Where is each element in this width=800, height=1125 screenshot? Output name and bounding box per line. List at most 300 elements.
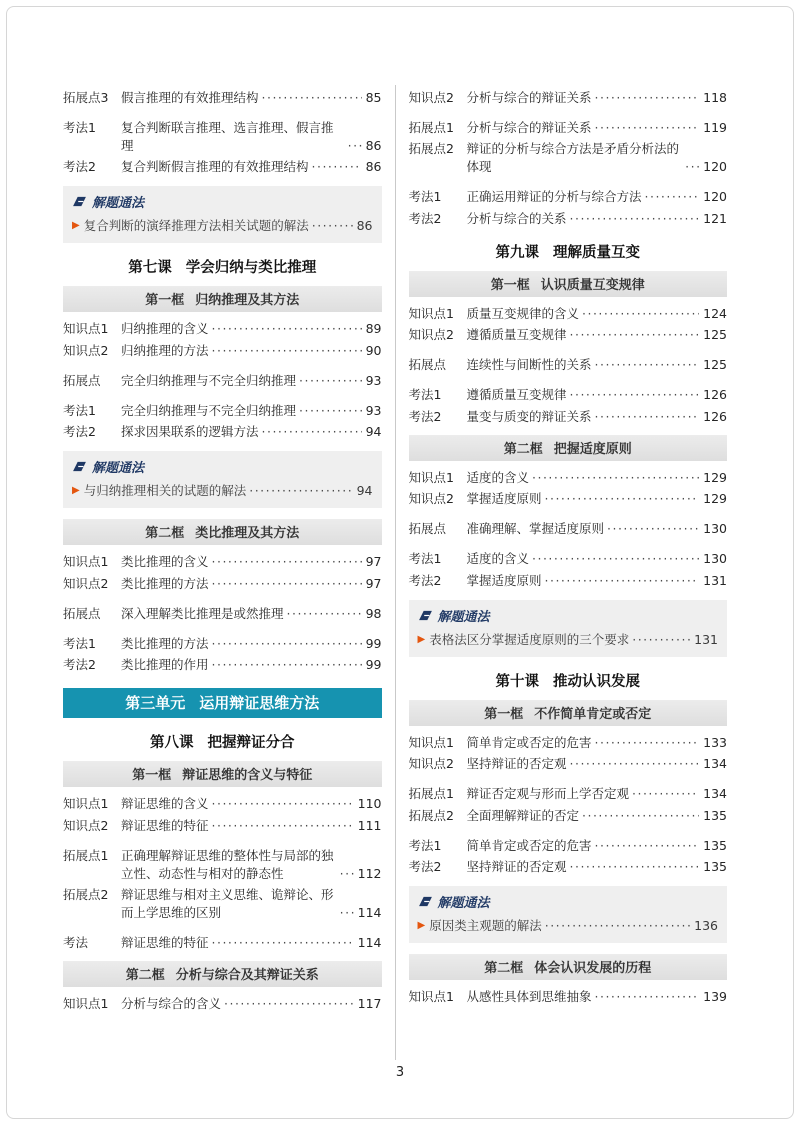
entry-body bbox=[467, 490, 728, 508]
entry-page-number: 129 bbox=[703, 469, 727, 485]
dot-leader bbox=[570, 210, 700, 228]
method-box-header bbox=[418, 892, 719, 911]
dot-leader bbox=[545, 917, 690, 935]
dot-leader bbox=[632, 785, 699, 803]
entry-page-number: 120 bbox=[703, 159, 727, 174]
course-number: 第八课 bbox=[150, 735, 194, 751]
toc-entry bbox=[409, 89, 728, 107]
entry-body bbox=[467, 356, 728, 374]
entry-body bbox=[467, 837, 728, 855]
entry-label: 考法2 bbox=[408, 408, 442, 424]
entry-title: 复合判断假言推理的有效推理结构 bbox=[121, 159, 309, 174]
entry-label: 拓展点3 bbox=[63, 89, 109, 105]
entry-page-number: 119 bbox=[703, 119, 727, 135]
dot-leader bbox=[545, 490, 700, 508]
dot-leader bbox=[249, 482, 352, 500]
toc-entry bbox=[63, 934, 382, 952]
entry-body bbox=[121, 995, 382, 1013]
dot-leader bbox=[645, 188, 700, 206]
entry-title: 辩证否定观与形而上学否定观 bbox=[466, 786, 630, 801]
toc-content bbox=[63, 85, 727, 1060]
unit-title: 运用辩证思维方法 bbox=[199, 694, 320, 712]
entry-title: 掌握适度原则 bbox=[466, 491, 542, 506]
entry-label: 考法1 bbox=[408, 387, 442, 402]
toc-entry bbox=[409, 734, 728, 752]
entry-page-number: 117 bbox=[357, 996, 382, 1011]
entry-title: 正确理解辩证思维的整体性与局部的独立性、动态性与相对的静态性 bbox=[121, 847, 334, 881]
entry-title: 坚持辩证的否定观 bbox=[466, 859, 567, 874]
dot-leader bbox=[224, 995, 354, 1013]
dot-leader bbox=[212, 342, 362, 360]
dot-leader bbox=[212, 320, 362, 338]
entry-label: 考法2 bbox=[63, 424, 96, 439]
dot-leader bbox=[348, 137, 362, 155]
dot-leader bbox=[212, 795, 354, 813]
frame-title: 辩证思维的含义与特征 bbox=[182, 768, 313, 783]
frame-heading bbox=[409, 435, 728, 461]
entry-body bbox=[121, 402, 382, 420]
course-number: 第十课 bbox=[495, 673, 539, 690]
unit-number: 第三单元 bbox=[125, 694, 186, 712]
dot-leader bbox=[595, 734, 700, 752]
toc-entry bbox=[409, 305, 728, 323]
entry-title: 假言推理的有效推理结构 bbox=[121, 89, 259, 105]
toc-entry bbox=[63, 372, 382, 390]
dot-leader bbox=[212, 575, 362, 593]
entry-page-number: 130 bbox=[703, 521, 727, 536]
toc-entry bbox=[409, 140, 728, 176]
toc-entry bbox=[63, 847, 382, 883]
dot-leader bbox=[582, 305, 699, 323]
toc-entry bbox=[63, 995, 382, 1013]
entry-body bbox=[121, 423, 382, 441]
dot-leader bbox=[262, 89, 362, 107]
method-box-title: 解题通法 bbox=[92, 196, 145, 211]
entry-title: 正确运用辩证的分析与综合方法 bbox=[466, 189, 642, 204]
dot-leader bbox=[299, 372, 362, 390]
entry-label: 考法2 bbox=[63, 657, 96, 672]
entry-body bbox=[467, 140, 728, 176]
toc-entry bbox=[409, 755, 728, 773]
toc-entry bbox=[409, 119, 728, 137]
entry-body bbox=[121, 553, 382, 571]
entry-body bbox=[121, 605, 382, 623]
toc-entry bbox=[409, 837, 728, 855]
toc-entry bbox=[409, 807, 728, 825]
frame-title: 体会认识发展的历程 bbox=[534, 961, 652, 976]
method-item-title: 原因类主观题的解法 bbox=[429, 918, 542, 933]
entry-label: 拓展点1 bbox=[408, 119, 454, 135]
entry-title: 分析与综合的关系 bbox=[466, 210, 567, 226]
triangle-arrow-icon: ▶ bbox=[417, 920, 426, 931]
entry-body bbox=[121, 847, 382, 883]
frame-heading bbox=[63, 961, 382, 987]
entry-title: 质量互变规律的含义 bbox=[466, 305, 580, 321]
frame-number: 第一框 bbox=[132, 768, 172, 783]
dot-leader bbox=[570, 755, 700, 773]
toc-entry bbox=[63, 119, 382, 155]
toc-entry bbox=[63, 423, 382, 441]
dot-leader bbox=[312, 217, 353, 235]
entry-title: 简单肯定或否定的危害 bbox=[466, 837, 592, 853]
toc-page bbox=[6, 6, 794, 1119]
entry-label: 考法1 bbox=[63, 635, 96, 651]
toc-entry bbox=[409, 408, 728, 426]
entry-title: 完全归纳推理与不完全归纳推理 bbox=[121, 372, 297, 388]
toc-entry bbox=[409, 550, 728, 568]
toc-entry bbox=[63, 635, 382, 653]
dot-leader bbox=[582, 807, 699, 825]
entry-title: 辩证思维的含义 bbox=[121, 796, 209, 811]
entry-page-number: 130 bbox=[703, 551, 727, 566]
entry-page-number: 126 bbox=[703, 387, 727, 402]
dot-leader bbox=[570, 858, 700, 876]
entry-title: 归纳推理的含义 bbox=[121, 321, 209, 336]
frame-heading bbox=[409, 271, 728, 297]
entry-label: 考法2 bbox=[63, 159, 96, 174]
dot-leader bbox=[340, 904, 354, 922]
method-box-title: 解题通法 bbox=[92, 461, 145, 476]
method-item-page-number: 86 bbox=[356, 218, 373, 233]
entry-body bbox=[121, 656, 382, 674]
entry-label: 知识点2 bbox=[63, 817, 109, 833]
frame-heading bbox=[63, 286, 382, 312]
entry-body bbox=[121, 635, 382, 653]
entry-title: 分析与综合的辩证关系 bbox=[466, 119, 592, 135]
toc-entry bbox=[63, 575, 382, 593]
course-number: 第七课 bbox=[128, 260, 172, 276]
entry-title: 归纳推理的方法 bbox=[121, 342, 209, 358]
entry-page-number: 125 bbox=[703, 327, 727, 342]
entry-body bbox=[121, 795, 382, 813]
entry-label: 拓展点1 bbox=[63, 847, 109, 863]
dot-leader bbox=[212, 656, 362, 674]
toc-entry bbox=[409, 858, 728, 876]
entry-title: 准确理解、掌握适度原则 bbox=[466, 521, 605, 536]
entry-label: 考法2 bbox=[408, 210, 442, 226]
toc-entry bbox=[409, 572, 728, 590]
entry-page-number: 135 bbox=[703, 837, 727, 853]
entry-page-number: 94 bbox=[365, 424, 382, 439]
toc-entry bbox=[63, 553, 382, 571]
toc-entry bbox=[63, 886, 382, 922]
entry-body bbox=[467, 386, 728, 404]
entry-title: 完全归纳推理与不完全归纳推理 bbox=[121, 402, 297, 418]
entry-body bbox=[121, 342, 382, 360]
entry-body bbox=[121, 575, 382, 593]
method-item-title: 与归纳推理相关的试题的解法 bbox=[83, 483, 247, 498]
frame-title: 归纳推理及其方法 bbox=[195, 293, 300, 308]
entry-body bbox=[121, 89, 382, 107]
dot-leader bbox=[299, 402, 362, 420]
entry-title: 分析与综合的含义 bbox=[121, 996, 222, 1011]
entry-page-number: 112 bbox=[357, 865, 382, 881]
entry-page-number: 134 bbox=[703, 756, 727, 771]
entry-page-number: 134 bbox=[703, 786, 727, 801]
dot-leader bbox=[685, 158, 699, 176]
entry-page-number: 89 bbox=[365, 321, 382, 336]
entry-label: 考法1 bbox=[63, 119, 96, 135]
triangle-arrow-icon: ▶ bbox=[72, 485, 80, 496]
entry-label: 考法1 bbox=[408, 189, 442, 204]
entry-body bbox=[467, 188, 728, 206]
entry-label: 知识点1 bbox=[408, 734, 454, 750]
frame-number: 第二框 bbox=[503, 441, 543, 457]
dot-leader bbox=[532, 469, 699, 487]
entry-page-number: 90 bbox=[365, 342, 382, 358]
entry-body bbox=[467, 858, 728, 876]
course-title: 推动认识发展 bbox=[553, 673, 640, 690]
entry-body bbox=[467, 305, 728, 323]
toc-entry bbox=[63, 89, 382, 107]
toc-entry bbox=[409, 326, 728, 344]
toc-entry bbox=[409, 988, 728, 1006]
entry-title: 坚持辩证的否定观 bbox=[466, 756, 567, 771]
entry-page-number: 139 bbox=[703, 989, 727, 1004]
entry-label: 知识点2 bbox=[408, 89, 454, 105]
entry-title: 简单肯定或否定的危害 bbox=[466, 734, 592, 750]
frame-number: 第一框 bbox=[145, 293, 185, 308]
entry-body bbox=[121, 817, 382, 835]
dot-leader bbox=[595, 837, 700, 855]
entry-label: 拓展点2 bbox=[408, 807, 454, 823]
entry-body bbox=[467, 326, 728, 344]
toc-entry bbox=[63, 158, 382, 176]
entry-title: 遵循质量互变规律 bbox=[466, 387, 567, 402]
entry-body bbox=[467, 469, 728, 487]
flag-icon bbox=[72, 196, 87, 207]
column-divider bbox=[395, 85, 396, 1060]
entry-page-number: 129 bbox=[703, 491, 727, 506]
flag-icon bbox=[418, 610, 433, 621]
dot-leader bbox=[212, 553, 362, 571]
entry-label: 知识点2 bbox=[408, 491, 454, 506]
dot-leader bbox=[595, 988, 700, 1006]
entry-body bbox=[467, 119, 728, 137]
dot-leader bbox=[595, 89, 700, 107]
method-box-header bbox=[72, 192, 373, 211]
triangle-arrow-icon: ▶ bbox=[72, 220, 80, 231]
entry-title: 探求因果联系的逻辑方法 bbox=[121, 424, 259, 439]
entry-body bbox=[121, 886, 382, 922]
entry-page-number: 114 bbox=[357, 935, 382, 950]
entry-body bbox=[121, 934, 382, 952]
entry-body bbox=[121, 119, 382, 155]
entry-title: 分析与综合的辩证关系 bbox=[466, 89, 592, 105]
entry-label: 知识点1 bbox=[408, 305, 454, 321]
entry-page-number: 120 bbox=[703, 189, 727, 204]
entry-body bbox=[467, 988, 728, 1006]
method-item bbox=[418, 917, 719, 935]
entry-title: 类比推理的作用 bbox=[121, 657, 209, 672]
entry-title: 类比推理的方法 bbox=[121, 575, 209, 591]
frame-number: 第一框 bbox=[484, 706, 524, 722]
entry-label: 考法1 bbox=[408, 837, 442, 853]
entry-page-number: 111 bbox=[357, 817, 382, 833]
dot-leader bbox=[532, 550, 699, 568]
entry-body bbox=[121, 320, 382, 338]
dot-leader bbox=[632, 631, 690, 649]
entry-body bbox=[467, 785, 728, 803]
entry-title: 深入理解类比推理是或然推理 bbox=[121, 605, 284, 621]
entry-label: 拓展点2 bbox=[408, 141, 454, 156]
toc-entry bbox=[63, 605, 382, 623]
entry-title: 类比推理的方法 bbox=[121, 635, 209, 651]
entry-title: 掌握适度原则 bbox=[466, 572, 542, 588]
toc-entry bbox=[409, 520, 728, 538]
toc-entry bbox=[63, 342, 382, 360]
frame-number: 第一框 bbox=[490, 277, 530, 293]
entry-title: 从感性具体到思维抽象 bbox=[466, 989, 592, 1004]
toc-entry bbox=[409, 210, 728, 228]
entry-label: 考法1 bbox=[63, 402, 96, 418]
toc-entry bbox=[63, 795, 382, 813]
entry-label: 知识点2 bbox=[408, 756, 454, 771]
page-number: 3 bbox=[395, 1065, 405, 1080]
method-box-title: 解题通法 bbox=[437, 609, 490, 625]
toc-entry bbox=[409, 490, 728, 508]
entry-body bbox=[121, 372, 382, 390]
toc-entry bbox=[63, 817, 382, 835]
frame-title: 分析与综合及其辩证关系 bbox=[175, 968, 319, 983]
entry-page-number: 121 bbox=[703, 210, 727, 226]
entry-label: 考法2 bbox=[408, 572, 442, 588]
flag-icon bbox=[418, 896, 433, 907]
course-title: 理解质量互变 bbox=[553, 244, 640, 261]
dot-leader bbox=[212, 817, 354, 835]
entry-title: 类比推理的含义 bbox=[121, 554, 209, 569]
entry-label: 拓展点 bbox=[408, 357, 447, 372]
toc-column-2 bbox=[409, 85, 728, 1060]
method-box bbox=[409, 886, 728, 943]
entry-body bbox=[467, 550, 728, 568]
entry-body bbox=[467, 572, 728, 590]
method-box bbox=[63, 186, 382, 243]
entry-title: 辩证思维与相对主义思维、诡辩论、形而上学思维的区别 bbox=[121, 887, 334, 920]
toc-entry bbox=[63, 320, 382, 338]
dot-leader bbox=[212, 934, 354, 952]
dot-leader bbox=[570, 386, 700, 404]
entry-body bbox=[467, 734, 728, 752]
entry-body bbox=[467, 807, 728, 825]
entry-label: 知识点1 bbox=[63, 796, 109, 811]
course-title: 把握辩证分合 bbox=[207, 735, 295, 751]
dot-leader bbox=[595, 408, 700, 426]
entry-label: 拓展点 bbox=[63, 372, 101, 388]
entry-body bbox=[467, 755, 728, 773]
entry-body bbox=[121, 158, 382, 176]
dot-leader bbox=[545, 572, 700, 590]
entry-title: 复合判断联言推理、选言推理、假言推理 bbox=[121, 119, 334, 153]
entry-page-number: 131 bbox=[703, 572, 727, 588]
dot-leader bbox=[595, 356, 700, 374]
dot-leader bbox=[595, 119, 700, 137]
entry-label: 拓展点1 bbox=[408, 786, 454, 801]
frame-title: 认识质量互变规律 bbox=[540, 277, 645, 293]
method-box bbox=[409, 600, 728, 657]
entry-title: 辩证思维的特征 bbox=[121, 817, 209, 833]
method-item bbox=[72, 482, 373, 500]
frame-heading bbox=[409, 954, 728, 980]
method-box-header bbox=[418, 606, 719, 625]
method-item-page-number: 136 bbox=[694, 918, 718, 933]
method-item-page-number: 94 bbox=[356, 483, 373, 498]
entry-page-number: 114 bbox=[357, 905, 382, 920]
course-heading bbox=[63, 731, 382, 752]
toc-entry bbox=[409, 188, 728, 206]
entry-title: 遵循质量互变规律 bbox=[466, 327, 567, 342]
entry-page-number: 98 bbox=[365, 605, 382, 621]
entry-title: 适度的含义 bbox=[466, 551, 530, 566]
triangle-arrow-icon: ▶ bbox=[417, 633, 426, 645]
entry-page-number: 118 bbox=[703, 89, 727, 105]
toc-entry bbox=[63, 402, 382, 420]
flag-icon bbox=[72, 461, 87, 472]
entry-title: 连续性与间断性的关系 bbox=[466, 357, 592, 372]
method-item-title: 表格法区分掌握适度原则的三个要求 bbox=[429, 631, 630, 647]
frame-heading bbox=[409, 700, 728, 726]
entry-page-number: 99 bbox=[365, 635, 382, 651]
entry-page-number: 86 bbox=[365, 137, 382, 153]
entry-page-number: 85 bbox=[365, 89, 382, 105]
entry-label: 知识点1 bbox=[408, 469, 454, 485]
entry-label: 知识点1 bbox=[63, 554, 109, 569]
frame-title: 类比推理及其方法 bbox=[195, 526, 300, 541]
entry-page-number: 86 bbox=[365, 159, 382, 174]
dot-leader bbox=[312, 158, 362, 176]
entry-page-number: 133 bbox=[703, 734, 727, 750]
entry-title: 适度的含义 bbox=[466, 469, 530, 485]
entry-page-number: 126 bbox=[703, 408, 727, 424]
entry-label: 知识点1 bbox=[408, 989, 454, 1004]
frame-heading bbox=[63, 761, 382, 787]
frame-heading bbox=[63, 519, 382, 545]
method-box bbox=[63, 451, 382, 508]
method-item-title: 复合判断的演绎推理方法相关试题的解法 bbox=[83, 218, 309, 233]
course-heading bbox=[63, 256, 382, 277]
entry-title: 量变与质变的辩证关系 bbox=[466, 408, 592, 424]
method-item-page-number: 131 bbox=[694, 631, 718, 647]
entry-label: 考法1 bbox=[408, 551, 442, 566]
dot-leader bbox=[340, 865, 354, 883]
entry-page-number: 125 bbox=[703, 357, 727, 372]
entry-title: 辩证的分析与综合方法是矛盾分析法的体现 bbox=[466, 141, 680, 174]
entry-page-number: 93 bbox=[365, 402, 382, 418]
entry-label: 知识点2 bbox=[63, 342, 109, 358]
dot-leader bbox=[212, 635, 362, 653]
entry-label: 拓展点 bbox=[408, 521, 447, 536]
course-heading bbox=[409, 241, 728, 262]
frame-title: 不作简单肯定或否定 bbox=[534, 706, 652, 722]
unit-heading bbox=[63, 688, 382, 718]
entry-title: 辩证思维的特征 bbox=[121, 935, 209, 950]
entry-page-number: 135 bbox=[703, 807, 727, 823]
entry-label: 知识点1 bbox=[63, 996, 109, 1011]
entry-label: 考法 bbox=[63, 935, 89, 950]
course-number: 第九课 bbox=[495, 244, 539, 261]
frame-title: 把握适度原则 bbox=[553, 441, 632, 457]
entry-page-number: 93 bbox=[365, 372, 382, 388]
frame-number: 第二框 bbox=[145, 526, 185, 541]
toc-entry bbox=[409, 386, 728, 404]
toc-entry bbox=[409, 356, 728, 374]
entry-label: 知识点1 bbox=[63, 321, 109, 336]
entry-body bbox=[467, 89, 728, 107]
frame-number: 第二框 bbox=[484, 961, 524, 976]
entry-page-number: 110 bbox=[357, 796, 382, 811]
entry-body bbox=[467, 520, 728, 538]
method-box-title: 解题通法 bbox=[437, 896, 490, 911]
